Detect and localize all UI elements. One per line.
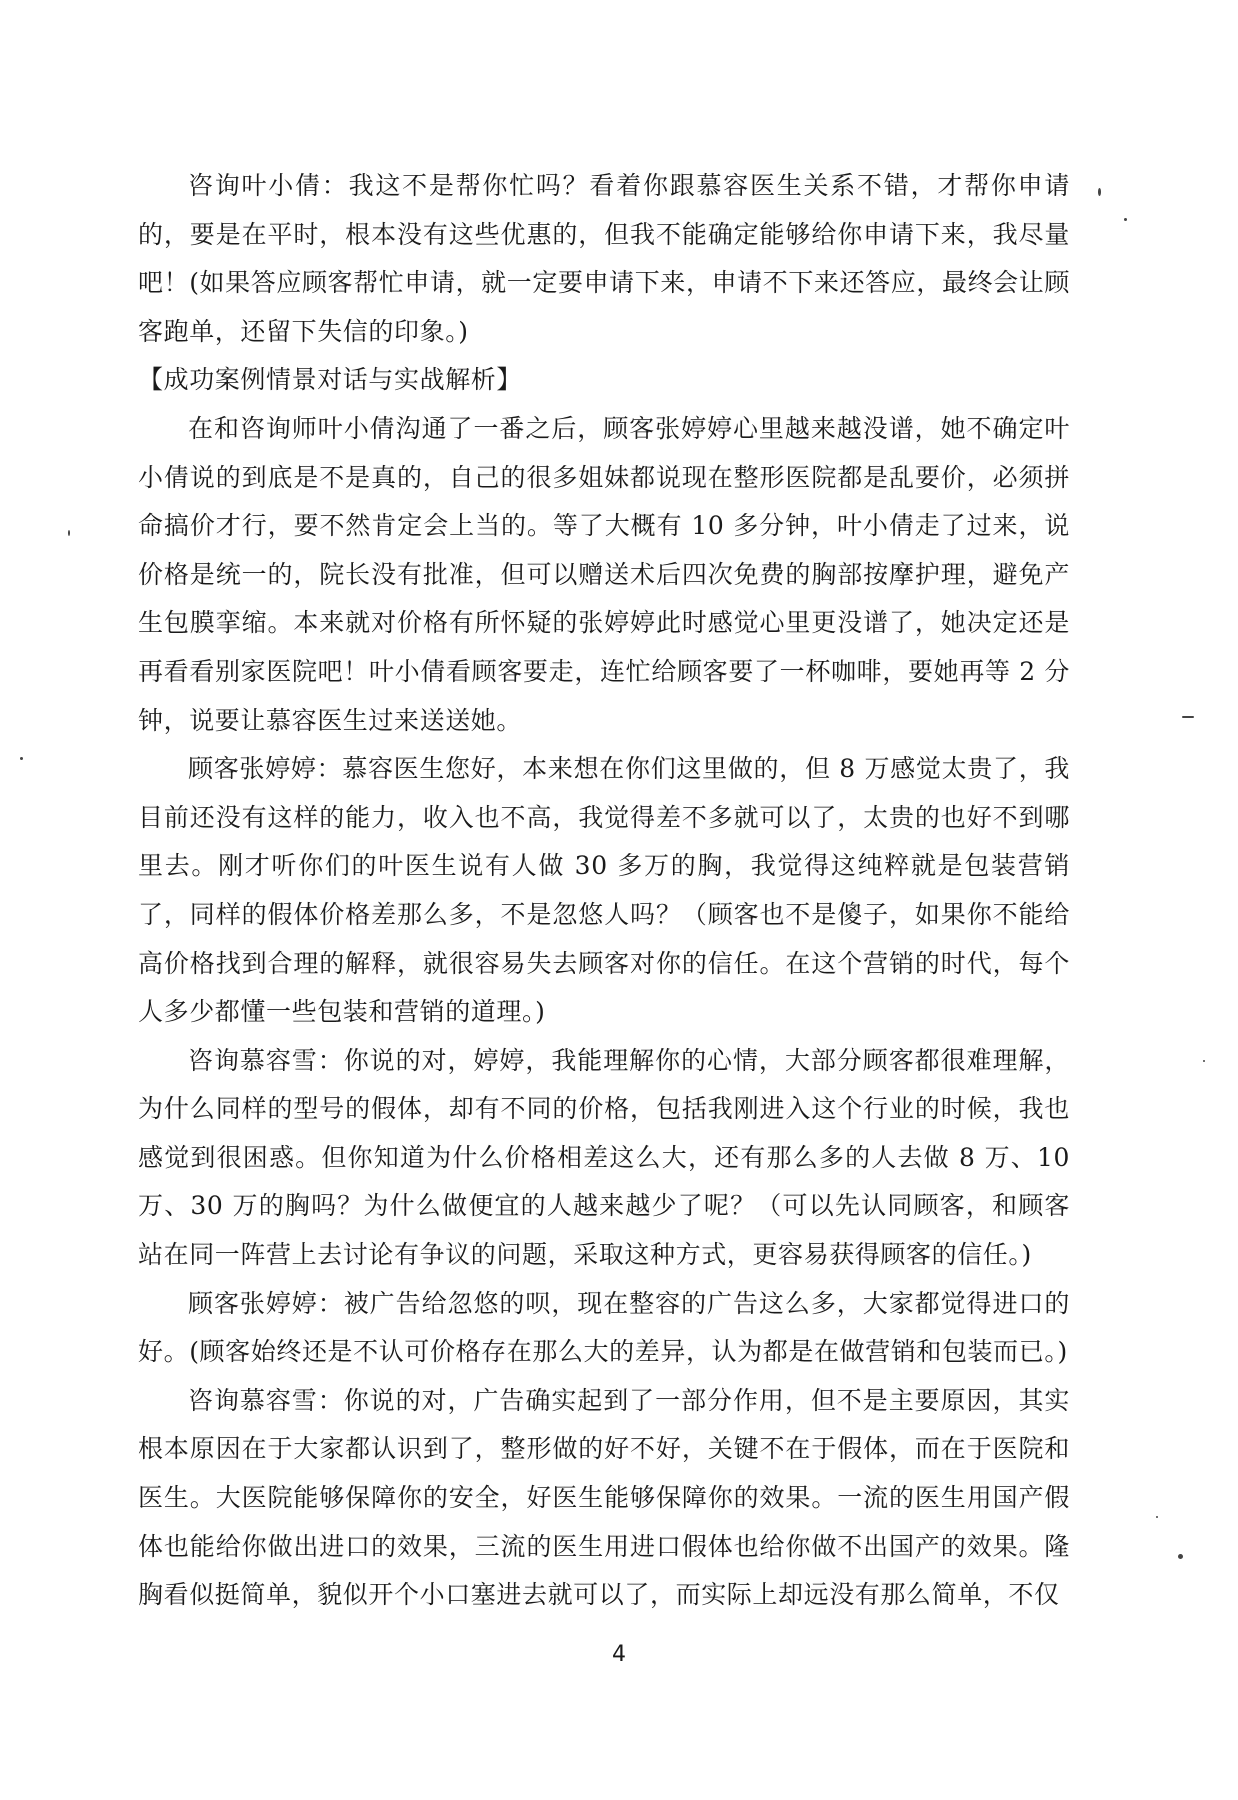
paragraph-consultant-murong-1: 咨询慕容雪：你说的对，婷婷，我能理解你的心情，大部分顾客都很难理解，为什么同样的型号的假体，却有不同的价格，包括我刚进入这个行业的时候，我也感觉到很困惑。但你知道为什么价格相差这么大，还有那么多的人去做 8 万、10 万、30 万的胸吗？为什么做便宜的人越来越少了呢？（可以先认同顾客，和顾客站在同一阵营上去讨论有争议的问题，采取这种方式，更容易获得顾客的信任。) xyxy=(138,1045,1070,1270)
paragraph-customer-zhang-2: 顾客张婷婷：被广告给忽悠的呗，现在整容的广告这么多，大家都觉得进口的好。(顾客始终还是不认可价格存在那么大的差异，认为都是在做营销和包装而已。) xyxy=(138,1288,1070,1367)
page-number: 4 xyxy=(612,1642,626,1667)
paragraph-consultant-murong-2: 咨询慕容雪：你说的对，广告确实起到了一部分作用，但不是主要原因，其实根本原因在于大家都认识到了，整形做的好不好，关键不在于假体，而在于医院和医生。大医院能够保障你的安全，好医生能够保障你的效果。一流的医生用国产假体也能给你做出进口的效果，三流的医生用进口假体也给你做不出国产的效果。隆胸看似挺简单，貌似开个小口塞进去就可以了，而实际上却远没有那么简单，不仅 xyxy=(138,1385,1070,1610)
scan-speck xyxy=(1156,1516,1158,1518)
document-body xyxy=(138,162,1070,1620)
scan-speck xyxy=(20,757,23,760)
scan-speck xyxy=(1178,1554,1183,1559)
scan-speck xyxy=(1203,1060,1205,1062)
scan-speck xyxy=(68,530,70,536)
section-heading: 【成功案例情景对话与实战解析】 xyxy=(138,365,523,395)
scan-speck xyxy=(1098,188,1101,196)
paragraph-consultant-ye-reply: 咨询叶小倩：我这不是帮你忙吗？看着你跟慕容医生关系不错，才帮你申请的，要是在平时，根本没有这些优惠的，但我不能确定能够给你申请下来，我尽量吧！(如果答应顾客帮忙申请，就一定要申请下来，申请不下来还答应，最终会让顾客跑单，还留下失信的印象。) xyxy=(138,171,1070,346)
paragraph-narrative: 在和咨询师叶小倩沟通了一番之后，顾客张婷婷心里越来越没谱，她不确定叶小倩说的到底是不是真的，自己的很多姐妹都说现在整形医院都是乱要价，必须拼命搞价才行，要不然肯定会上当的。等了大概有 10 多分钟，叶小倩走了过来，说价格是统一的，院长没有批准，但可以赠送术后四次免费的胸部按摩护理，避免产生包膜挛缩。本来就对价格有所怀疑的张婷婷此时感觉心里更没谱了，她决定还是再看看别家医院吧！叶小倩看顾客要走，连忙给顾客要了一杯咖啡，要她再等 2 分钟，说要让慕容医生过来送送她。 xyxy=(138,413,1070,735)
scan-speck xyxy=(1124,218,1127,221)
scan-speck xyxy=(1182,716,1194,718)
paragraph-customer-zhang-1: 顾客张婷婷：慕容医生您好，本来想在你们这里做的，但 8 万感觉太贵了，我目前还没有这样的能力，收入也不高，我觉得差不多就可以了，太贵的也好不到哪里去。刚才听你们的叶医生说有人做 30 多万的胸，我觉得这纯粹就是包装营销了，同样的假体价格差那么多，不是忽悠人吗？（顾客也不是傻子，如果你不能给高价格找到合理的解释，就很容易失去顾客对你的信任。在这个营销的时代，每个人多少都懂一些包装和营销的道理。) xyxy=(138,754,1070,1027)
